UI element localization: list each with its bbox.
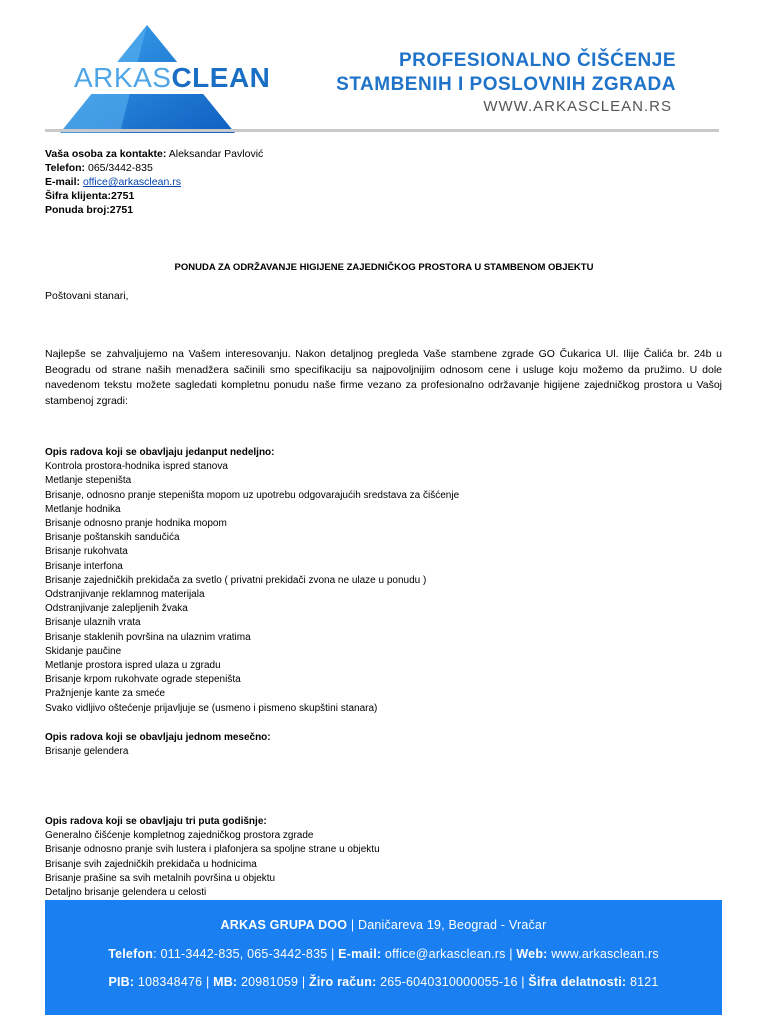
contact-person-line (45, 147, 263, 161)
list-item: Detaljno brisanje gelendera u celosti (45, 887, 207, 899)
list-item: Metlanje stepeništa (45, 475, 132, 487)
contact-person-value: Aleksandar Pavlović (166, 148, 264, 160)
salutation: Poštovani stanari, (45, 290, 129, 302)
list-item: Brisanje odnosno pranje hodnika mopom (45, 518, 227, 530)
list-item: Generalno čišćenje kompletnog zajedničkog prostora zgrade (45, 830, 314, 842)
letterhead (0, 0, 768, 130)
list-item: Pražnjenje kante za smeće (45, 688, 166, 700)
contact-email-label: E-mail: (45, 176, 81, 188)
list-item: Brisanje gelendera (45, 746, 129, 758)
list-item: Brisanje zajedničkih prekidača za svetlo ( privatni prekidači zvona ne ulaze u ponudu ) (45, 574, 427, 586)
list-item: Odstranjivanje reklamnog materijala (45, 589, 205, 601)
monthly-tasks-section (45, 731, 271, 759)
list-item: Metlanje prostora ispred ulaza u zgradu (45, 660, 221, 672)
section-heading: Opis radova koji se obavljaju jednom mesečno: (45, 732, 271, 743)
list-item: Odstranjivanje zalepljenih žvaka (45, 603, 188, 615)
contact-phone-line (45, 161, 263, 175)
contact-phone-value: 065/3442-835 (85, 162, 153, 174)
section-heading: Opis radova koji se obavljaju jedanput nedeljno: (45, 447, 275, 458)
intro-paragraph: Najlepše se zahvaljujemo na Vašem interesovanju. Nakon detaljnog pregleda Vaše stambene zgrade GO Čukarica Ul. Ilije Čalića br. 24b u Beogradu od strane naših menadžera sačinili smo specifikaciju sa najpovoljnijim odnosom cene i usluge koju možemo da pružimo. U dole navedenom tekstu možete sagledati kompletnu ponudu naše firme vezano za profesionalno održavanje higijene zajedničkog prostora u Vašoj stambenoj zgradi: (45, 348, 722, 407)
footer-email[interactable]: office@arkasclean.rs | (381, 947, 517, 961)
footer-company: ARKAS GRUPA DOO (220, 918, 348, 932)
header-divider (45, 129, 719, 132)
list-item: Brisanje prašine sa svih metalnih površina u objektu (45, 872, 276, 884)
client-code: Šifra klijenta:2751 (45, 190, 135, 202)
triannual-tasks-section (45, 815, 380, 900)
list-item: Metlanje hodnika (45, 503, 121, 515)
footer-address: | Daničareva 19, Beograd - Vračar (347, 918, 547, 932)
footer-bar (45, 900, 722, 1015)
list-item: Brisanje odnosno pranje svih lustera i plafonjera sa spoljne strane u objektu (45, 844, 380, 856)
footer-line-company (45, 918, 722, 932)
list-item: Brisanje krpom rukohvate ograde stepeništa (45, 674, 241, 686)
weekly-tasks-section (45, 446, 459, 716)
list-item: Brisanje poštanskih sandučića (45, 532, 180, 544)
contact-block (45, 147, 263, 217)
logo-text-part2: CLEAN (171, 62, 271, 93)
list-item: Svako vidljivo oštećenje prijavljuje se (usmeno i pismeno skupštini stanara) (45, 702, 378, 714)
list-item: Brisanje ulaznih vrata (45, 617, 141, 629)
offer-number: Ponuda broj:2751 (45, 204, 134, 216)
header-title-line1: PROFESIONALNO ČIŠĆENJE (398, 50, 676, 71)
header-title-line2: STAMBENIH I POSLOVNIH ZGRADA (336, 74, 676, 95)
header-website: WWW.ARKASCLEAN.RS (483, 98, 672, 115)
contact-phone-label: Telefon: (45, 162, 86, 174)
list-item: Brisanje rukohvata (45, 546, 128, 558)
footer-line-contact: Telefon: 011-3442-835, 065-3442-835 | E-mail: office@arkasclean.rs | Web: www.arkasclean.rs (108, 947, 659, 961)
list-item: Skidanje paučine (45, 645, 122, 657)
list-item: Brisanje svih zajedničkih prekidača u hodnicima (45, 858, 257, 870)
list-item: Brisanje, odnosno pranje stepeništa mopom uz upotrebu odgovarajućih sredstava za čišćenje (45, 489, 460, 501)
contact-person-label: Vaša osoba za kontakte: (45, 148, 167, 160)
list-item: Brisanje interfona (45, 560, 123, 572)
list-item: Brisanje staklenih površina na ulaznim vratima (45, 631, 251, 643)
section-heading: Opis radova koji se obavljaju tri puta godišnje: (45, 816, 267, 827)
company-logo (70, 62, 274, 94)
document-title: PONUDA ZA ODRŽAVANJE HIGIJENE ZAJEDNIČKOG PROSTORA U STAMBENOM OBJEKTU (174, 262, 594, 273)
contact-email-line (45, 175, 263, 189)
contact-email-link[interactable]: office@arkasclean.rs (82, 176, 181, 188)
footer-line-registry: PIB: 108348476 | MB: 20981059 | Žiro račun: 265-6040310000055-16 | Šifra delatnosti: 8121 (108, 975, 659, 989)
list-item: Kontrola prostora-hodnika ispred stanova (45, 461, 228, 473)
footer-web[interactable]: www.arkasclean.rs (547, 947, 659, 961)
logo-text-part1: ARKAS (74, 62, 172, 93)
